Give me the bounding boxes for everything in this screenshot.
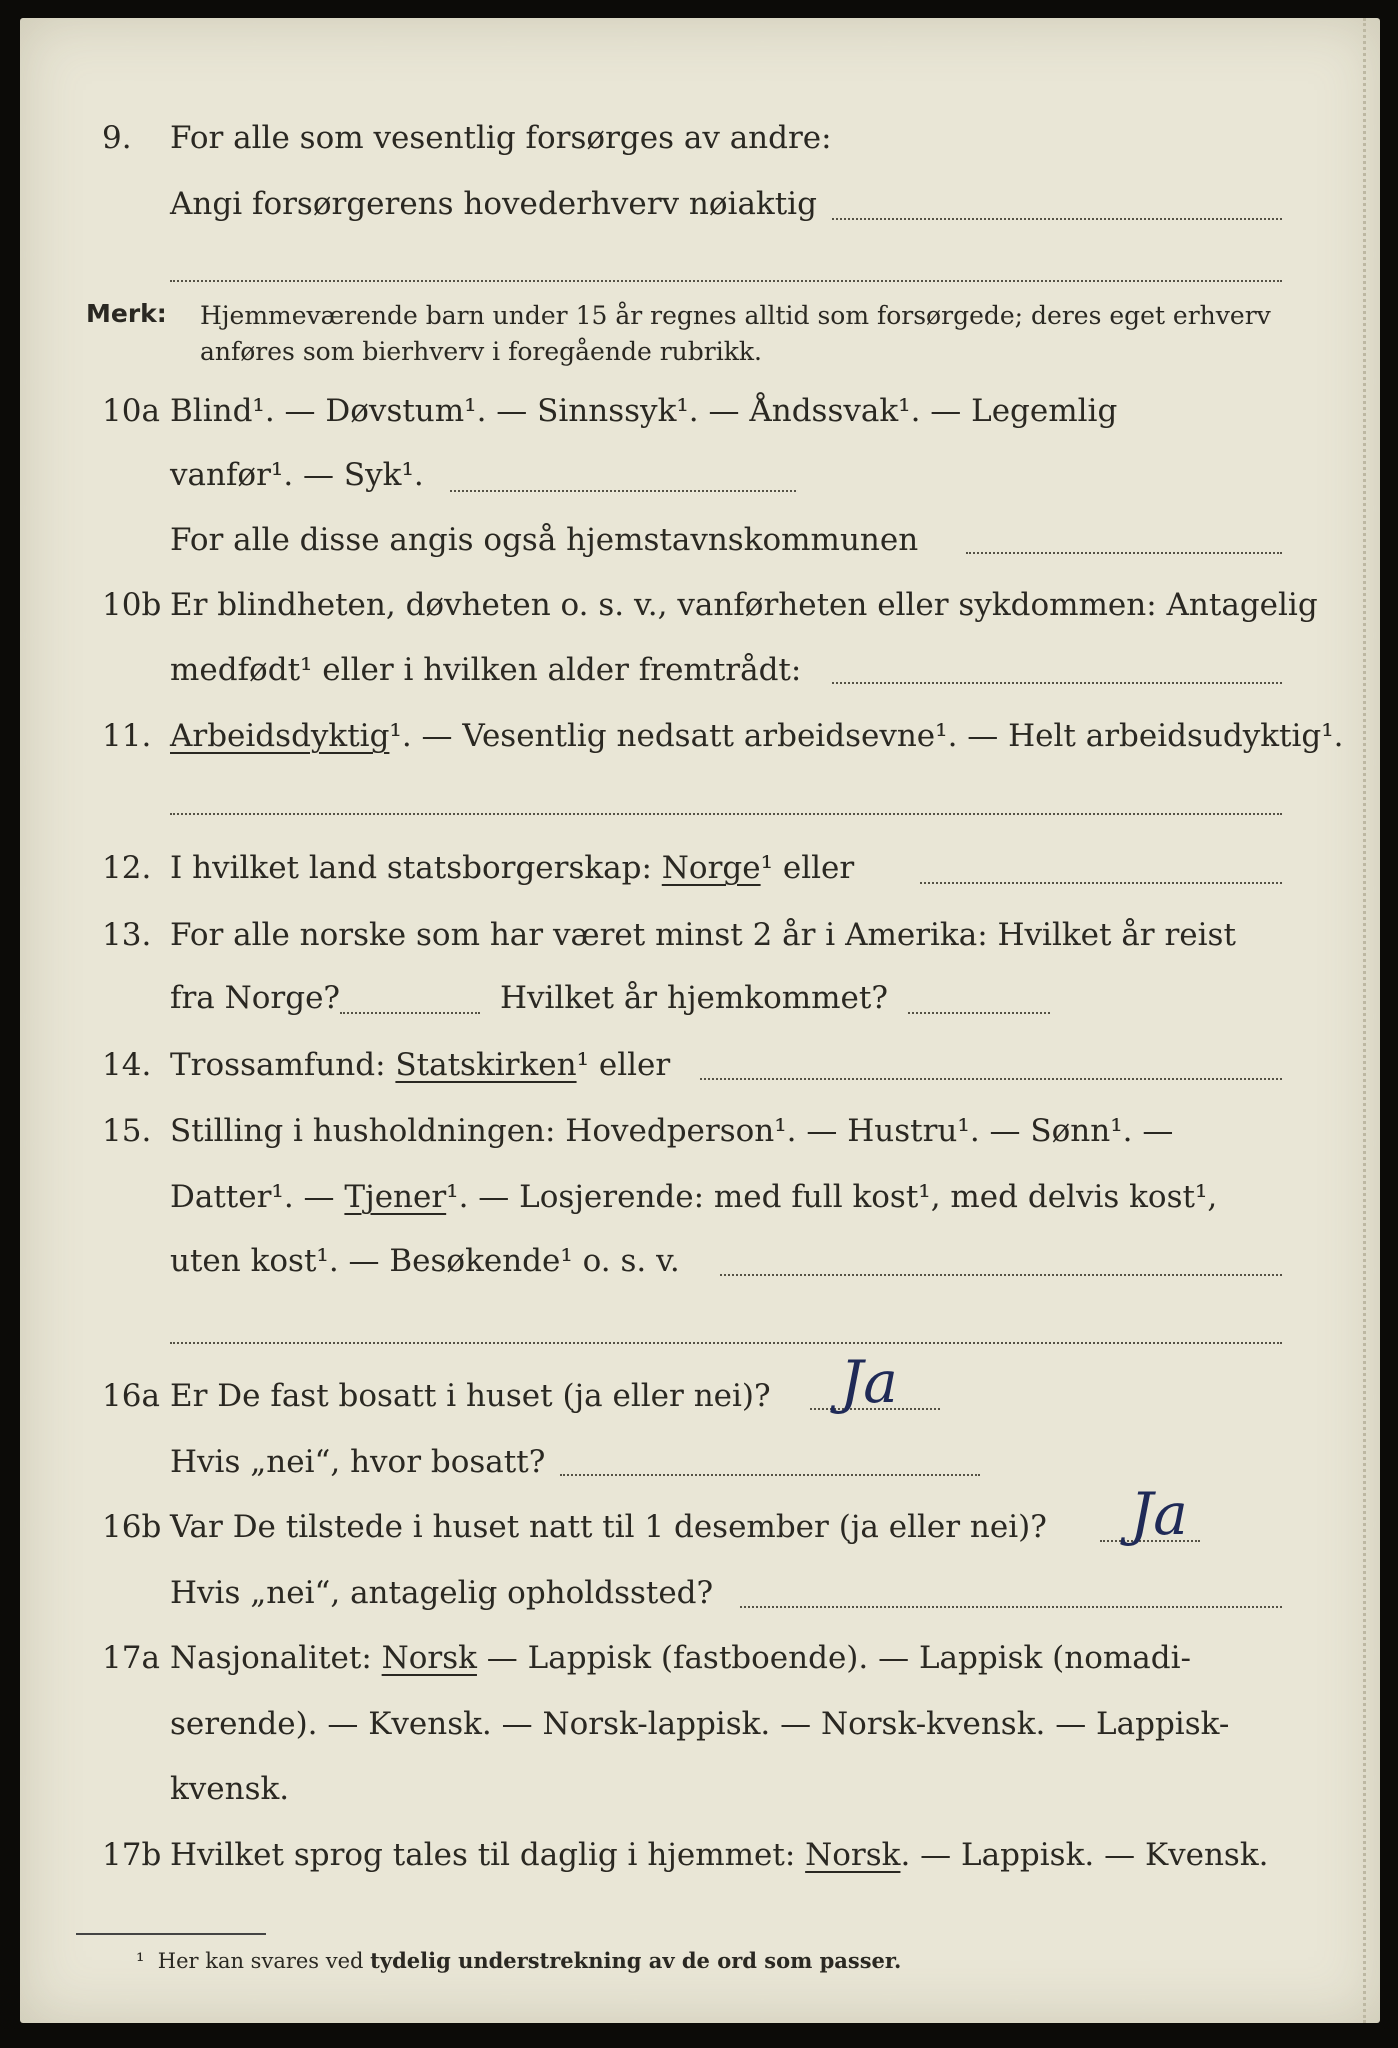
underlined-option[interactable]: Norsk: [381, 1640, 477, 1676]
underlined-option[interactable]: Norsk: [805, 1837, 901, 1873]
item-text: For alle som vesentlig forsørges av andre:: [170, 120, 832, 156]
underlined-option[interactable]: Statskirken: [395, 1047, 577, 1083]
item-text: Angi forsørgerens hovederhverv nøiaktig: [170, 186, 817, 222]
item-text: kvensk.: [170, 1771, 290, 1807]
answer-field-13-year-return[interactable]: [908, 1012, 1050, 1014]
note-text: anføres som bierhverv i foregående rubrikk.: [200, 337, 762, 366]
item-text: Trossamfund: Statskirken¹ eller: [170, 1047, 671, 1083]
answer-field-15[interactable]: [720, 1274, 1282, 1276]
item-number: 10b: [102, 587, 162, 623]
item-number: 10a: [102, 393, 160, 429]
answer-field-13-year-left[interactable]: [340, 1012, 480, 1014]
item-number: 12.: [102, 850, 152, 886]
underlined-option[interactable]: Norge: [661, 850, 761, 886]
footnote-bold-text: tydelig understrekning av de ord som passer.: [370, 1948, 902, 1973]
item-text: Er blindheten, døvheten o. s. v., vanførheten eller sykdommen: Antagelig: [170, 587, 1318, 623]
item-number: 16b: [102, 1509, 162, 1545]
item-number: 17b: [102, 1837, 162, 1873]
answer-field-10a-home[interactable]: [966, 552, 1282, 554]
note-label: Merk:: [86, 299, 167, 328]
item-text: Stilling i husholdningen: Hovedperson¹. — Hustru¹. — Sønn¹. —: [170, 1113, 1174, 1149]
item-text: Hvilket år hjemkommet?: [500, 980, 888, 1016]
item-text: Datter¹. — Tjener¹. — Losjerende: med full kost¹, med delvis kost¹,: [170, 1179, 1218, 1215]
underlined-option[interactable]: Tjener: [344, 1179, 447, 1215]
answer-field-16a-residence[interactable]: [560, 1474, 980, 1476]
answer-field-12[interactable]: [920, 882, 1282, 884]
answer-field-11[interactable]: [170, 813, 1282, 815]
item-text: serende). — Kvensk. — Norsk-lappisk. — Norsk-kvensk. — Lappisk-: [170, 1706, 1230, 1742]
answer-field-9b[interactable]: [170, 280, 1282, 282]
item-text: Hvis „nei“, antagelig opholdssted?: [170, 1575, 714, 1611]
footnote-rule: [76, 1933, 266, 1935]
item-number: 11.: [102, 718, 152, 754]
answer-field-10b[interactable]: [832, 682, 1282, 684]
footnote-text: Her kan svares ved: [157, 1949, 371, 1973]
footnote-mark: ¹: [136, 1949, 145, 1973]
item-text: fra Norge?: [170, 980, 341, 1016]
item-number: 17a: [102, 1640, 160, 1676]
item-number: 9.: [102, 120, 132, 156]
item-text: vanfør¹. — Syk¹.: [170, 457, 424, 493]
item-text: Hvis „nei“, hvor bosatt?: [170, 1444, 546, 1480]
item-text: uten kost¹. — Besøkende¹ o. s. v.: [170, 1243, 680, 1279]
item-number: 14.: [102, 1047, 152, 1083]
item-text: Blind¹. — Døvstum¹. — Sinnssyk¹. — Åndssvak¹. — Legemlig: [170, 393, 1118, 429]
item-text: For alle disse angis også hjemstavnskommunen: [170, 522, 919, 558]
handwritten-answer-16b: Ja: [1130, 1480, 1188, 1548]
answer-field-10a[interactable]: [450, 490, 796, 492]
item-text: medfødt¹ eller i hvilken alder fremtrådt:: [170, 652, 802, 688]
item-text: Hvilket sprog tales til daglig i hjemmet: Norsk. — Lappisk. — Kvensk.: [170, 1837, 1269, 1873]
item-number: 15.: [102, 1113, 152, 1149]
item-text: Arbeidsdyktig¹. — Vesentlig nedsatt arbeidsevne¹. — Helt arbeidsudyktig¹.: [170, 718, 1344, 754]
item-number: 13.: [102, 917, 152, 953]
answer-field-14[interactable]: [700, 1078, 1282, 1080]
answer-field-16b-location[interactable]: [740, 1606, 1282, 1608]
underlined-option[interactable]: Arbeidsdyktig: [170, 718, 390, 754]
item-text: Nasjonalitet: Norsk — Lappisk (fastboende). — Lappisk (nomadi-: [170, 1640, 1192, 1676]
answer-field-15b[interactable]: [170, 1342, 1282, 1344]
answer-field-9[interactable]: [832, 218, 1282, 220]
handwritten-answer-16a: Ja: [840, 1348, 898, 1416]
note-text: Hjemmeværende barn under 15 år regnes alltid som forsørgede; deres eget erhverv: [200, 301, 1271, 330]
perforation-edge: [1361, 18, 1366, 2023]
item-number: 16a: [102, 1378, 160, 1414]
item-text: I hvilket land statsborgerskap: Norge¹ eller: [170, 850, 855, 886]
item-text: Var De tilstede i huset natt til 1 desember (ja eller nei)?: [170, 1509, 1047, 1545]
item-text: Er De fast bosatt i huset (ja eller nei)?: [170, 1378, 771, 1414]
item-text: For alle norske som har været minst 2 år i Amerika: Hvilket år reist: [170, 917, 1236, 953]
footnote: [136, 1948, 901, 1973]
census-form-page: [20, 18, 1380, 2023]
